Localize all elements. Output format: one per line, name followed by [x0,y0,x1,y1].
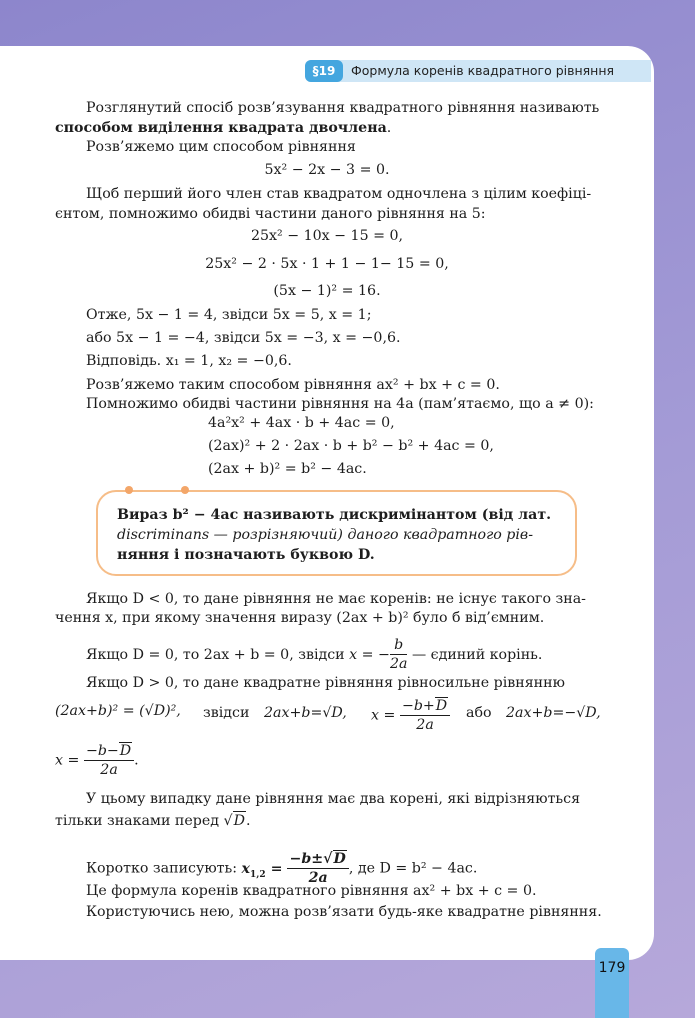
paragraph-10: Якщо D = 0, то 2ax + b = 0, звідси x = − $\frac{b}{2a}$ — єдиний корінь. [86,637,543,672]
paragraph-13-line-2: тільки знаками перед √D. [55,813,251,829]
equation-5: 4a²x² + 4ax · b + 4ac = 0, [208,415,395,431]
word-zvidsy: звідси [203,705,250,721]
paragraph-5: або 5x − 1 = −4, звідси 5x = −3, x = −0,6. [86,330,401,346]
paragraph-9-line-1: Якщо D < 0, то дане рівняння не має коренів: не існує такого зна- [86,591,586,607]
paragraph-11: Якщо D > 0, то дане квадратне рівняння рівносильне рівнянню [86,675,565,691]
equation-1: 5x² − 2x − 3 = 0. [264,162,390,178]
paragraph-10-tail: — єдиний корінь. [411,647,543,663]
section-title: Формула коренів квадратного рівняння [351,63,615,78]
fraction-b-over-2a: $\frac{b}{2a}$ [389,637,408,672]
equation-3: 25x² − 2 · 5x · 1 + 1 − 1− 15 = 0, [205,256,449,272]
paragraph-7: Розв’яжемо таким способом рівняння ax² + bx + c = 0. [86,377,500,393]
paragraph-3-line-2: єнтом, помножимо обидві частини даного рівняння на 5: [55,206,486,222]
definition-dot-left [125,486,133,494]
equation-6: (2ax)² + 2 · 2ax · b + b² − b² + 4ac = 0, [208,438,494,454]
paragraph-15: Це формула коренів квадратного рівняння ax² + bx + c = 0. [86,883,537,899]
definition-line-1: Вираз b² − 4ac називають дискримінантом (від лат. [117,507,552,523]
paragraph-2: Розв’яжемо цим способом рівняння [86,139,356,155]
paragraph-1-line-1: Розглянутий спосіб розв’язування квадратного рівняння називають [86,100,600,116]
root-formula-plus: x = $\frac{-b+D}{2a}$ [371,697,450,734]
root-formula-minus: x = $\frac{-b-D}{2a}$ . [55,743,139,778]
word-abo: або [466,705,492,721]
section-header [305,60,651,82]
section-number-badge: §19 [305,60,343,82]
term-square-completion: способом виділення квадрата двочлена [55,120,387,136]
equation-7: (2ax + b)² = b² − 4ac. [208,461,367,477]
equation-9: 2ax+b=√D, [264,705,347,721]
answer-line: Відповідь. x₁ = 1, x₂ = −0,6. [86,353,292,369]
paragraph-13-text: тільки знаками перед [55,813,220,829]
page-number: 179 [595,948,629,1018]
definition-line-3: няння і позначають буквою D. [117,547,375,563]
paragraph-16: Користуючись нею, можна розв’язати будь-яке квадратне рівняння. [86,904,602,920]
paragraph-8: Помножимо обидві частини рівняння на 4a (пам’ятаємо, що a ≠ 0): [86,396,594,412]
definition-line-2: discriminans — розрізняючий) даного квадратного рів- [117,527,533,543]
paragraph-1-line-2: способом виділення квадрата двочлена. [55,120,392,136]
paragraph-14: Коротко записують: $x_{1,2}$ = $\frac{-b\pm√D}{2a}$ , де D = b² − 4ac. [86,851,478,886]
paragraph-14-text: Коротко записують: [86,860,238,877]
definition-dot-right [181,486,189,494]
paragraph-10-text: Якщо D = 0, то 2ax + b = 0, звідси [86,647,345,663]
paragraph-9-line-2: чення x, при якому значення виразу (2ax + b)² було б від’ємним. [55,610,545,626]
equation-10: 2ax+b=−√D, [506,705,601,721]
equation-8: (2ax+b)² = (√D)², [55,703,181,719]
equation-4: (5x − 1)² = 16. [273,283,381,299]
paragraph-13-line-1: У цьому випадку дане рівняння має два корені, які відрізняються [86,791,581,807]
paragraph-4: Отже, 5x − 1 = 4, звідси 5x = 5, x = 1; [86,307,372,323]
equation-2: 25x² − 10x − 15 = 0, [250,228,404,244]
paragraph-3-line-1: Щоб перший його член став квадратом одночлена з цілим коефіці- [86,186,592,202]
quadratic-formula: $\frac{-b\pm√D}{2a}$ [287,850,348,887]
paragraph-14-tail: де D = b² − 4ac. [357,860,478,877]
